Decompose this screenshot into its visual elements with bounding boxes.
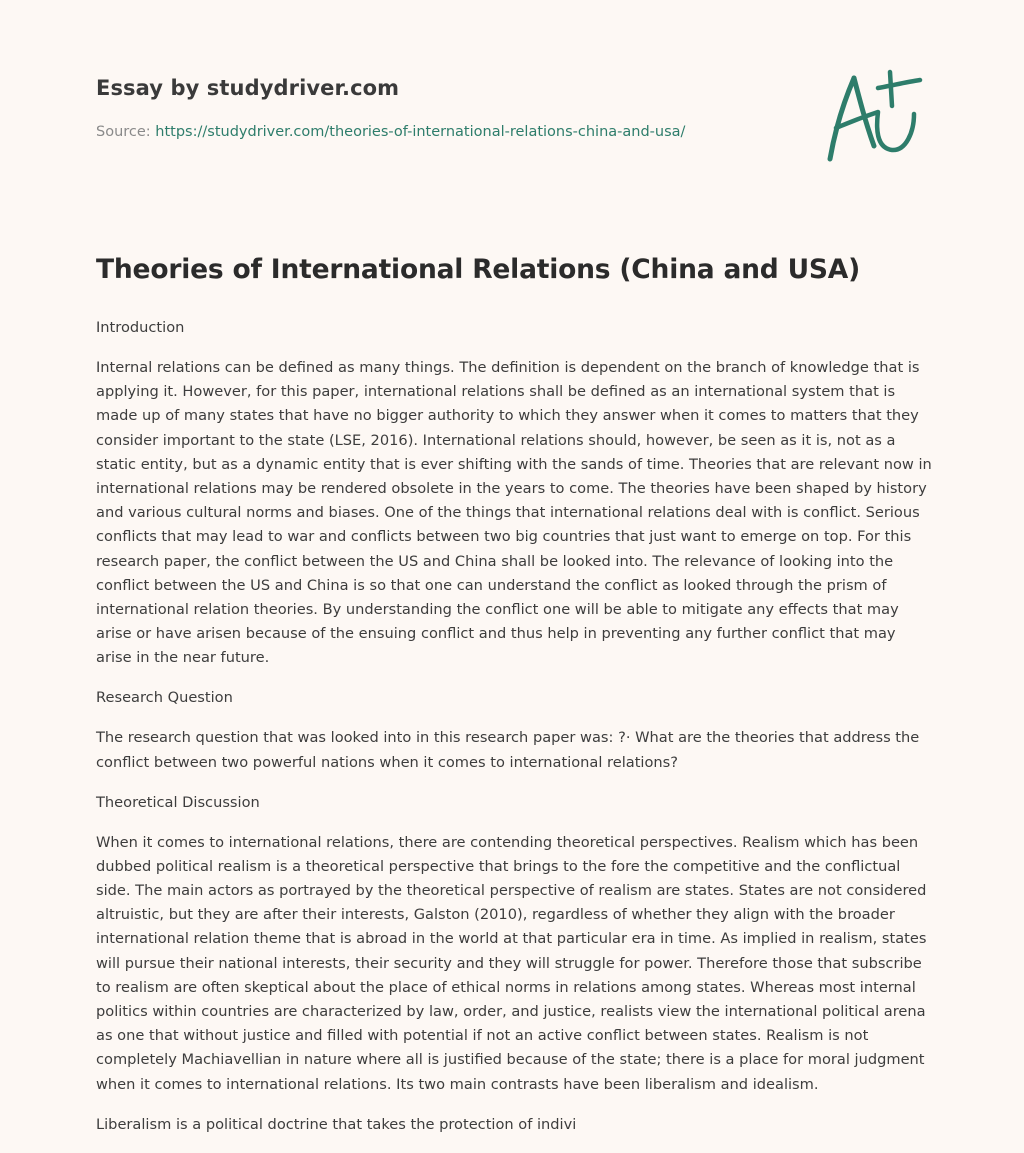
theoretical-discussion-heading: Theoretical Discussion bbox=[96, 793, 260, 811]
a-plus-logo-icon bbox=[820, 66, 930, 166]
introduction-heading: Introduction bbox=[96, 319, 185, 336]
theoretical-discussion-paragraph: When it comes to international relations, there are contending theoretical perspectives. Realism which has been dubbed political realism is a theoretical perspective that brings to the fore the competitive and the conflictual side. The main actors as portrayed by the theoretical perspective of realism are states. States are not considered altruistic, but they are after their interests, Galston (2010), regardless of whether they align with the broader international relation theme that is abroad in the world at that particular era in time. As implied in realism, states will pursue their national interests, their security and they will struggle for power. Therefore those that subscribe to realism are often skeptical about the place of ethical norms in relations among states. Whereas most internal politics within countries are characterized by law, order, and justice, realists view the international political arena as one that without justice and filled with potential if not an active conflict between states. Realism is not completely Machiavellian in nature where all is justified because of the state; there is a place for moral judgment when it comes to international relations. Its two main contrasts have been liberalism and idealism. bbox=[96, 833, 927, 1093]
liberalism-paragraph: Liberalism is a political doctrine that takes the protection of indivi bbox=[96, 1115, 577, 1133]
source-label: Source: bbox=[96, 124, 156, 140]
source-link[interactable]: https://studydriver.com/theories-of-international-relations-china-and-usa/ bbox=[155, 124, 686, 140]
source-line bbox=[96, 124, 685, 140]
essay-title: Theories of International Relations (China and USA) bbox=[96, 254, 861, 285]
site-brand: Essay by studydriver.com bbox=[96, 76, 400, 100]
research-question-paragraph: The research question that was looked into in this research paper was: ?· What are the theories that address the conflict between two powerful nations when it comes to international relations? bbox=[96, 729, 920, 771]
introduction-paragraph: Internal relations can be defined as many things. The definition is dependent on the branch of knowledge that is applying it. However, for this paper, international relations shall be defined as an international system that is made up of many states that have no bigger authority to which they answer when it comes to matters that they consider important to the state (LSE, 2016). International relations should, however, be seen as it is, not as a static entity, but as a dynamic entity that is ever shifting with the sands of time. Theories that are relevant now in international relations may be rendered obsolete in the years to come. The theories have been shaped by history and various cultural norms and biases. One of the things that international relations deal with is conflict. Serious conflicts that may lead to war and conflicts between two big countries that just want to emerge on top. For this research paper, the conflict between the US and China shall be looked into. The relevance of looking into the conflict between the US and China is so that one can understand the conflict as looked through the prism of international relation theories. By understanding the conflict one will be able to mitigate any effects that may arise or have arisen because of the ensuing conflict and thus help in preventing any further conflict that may arise in the near future. bbox=[96, 359, 932, 667]
research-question-heading: Research Question bbox=[96, 689, 233, 707]
essay-body bbox=[96, 316, 932, 1153]
